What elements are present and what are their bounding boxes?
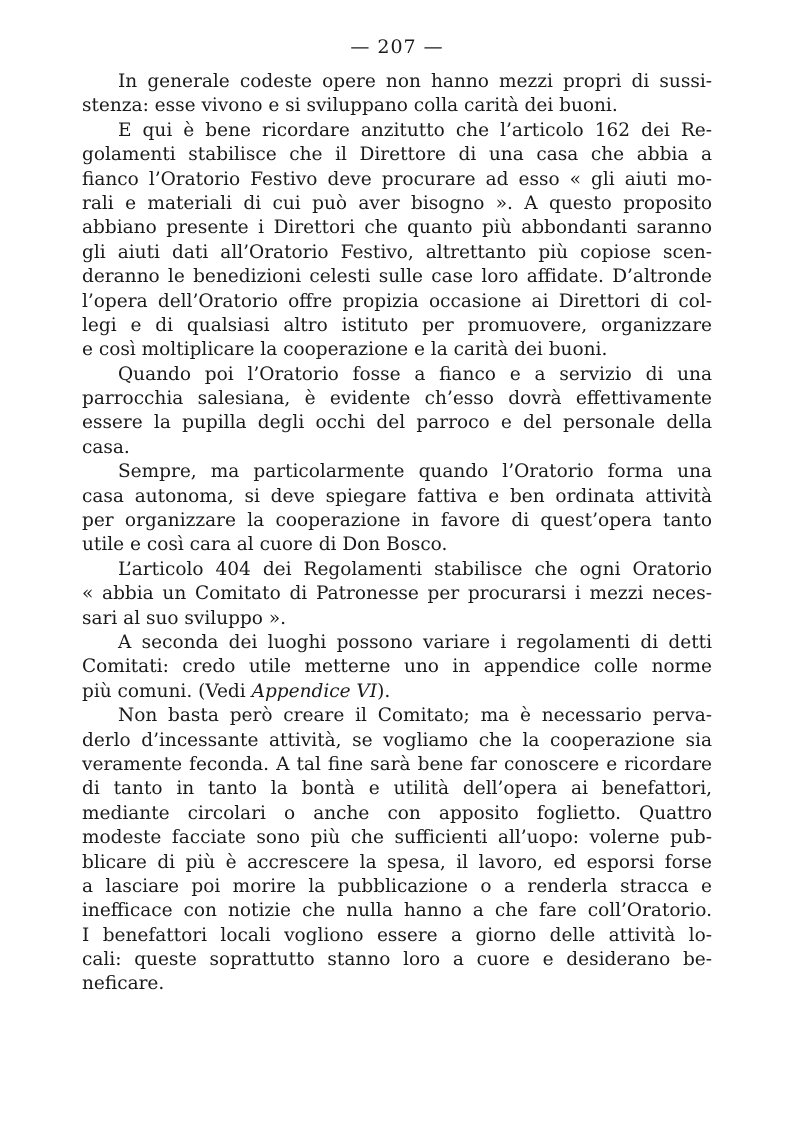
text-line: E qui è bene ricordare anzitutto che l’articolo 162 dei Re- [118, 119, 712, 141]
text-line: L’articolo 404 dei Regolamenti stabilisce che ogni Oratorio [118, 558, 712, 580]
text-line: blicare di più è accrescere la spesa, il lavoro, ed esporsi forse [82, 851, 712, 873]
text-line: di tanto in tanto la bontà e utilità dell’opera ai benefattori, [82, 778, 712, 800]
book-page [82, 34, 712, 997]
text-line: sari al suo sviluppo ». [82, 607, 287, 629]
text-line: Sempre, ma particolarmente quando l’Oratorio forma una [118, 461, 712, 483]
text-line [82, 680, 712, 704]
text-line: e così moltiplicare la cooperazione e la carità dei buoni. [82, 339, 608, 361]
appendix-reference: Appendice VI [251, 680, 378, 702]
text-line: casa. [82, 436, 130, 458]
text-line: stenza: esse vivono e si sviluppano colla carità dei buoni. [82, 95, 618, 117]
paragraph [82, 704, 712, 997]
text-line: per organizzare la cooperazione in favore di quest’opera tanto [82, 510, 712, 532]
text-line: « abbia un Comitato di Patronesse per procurarsi i mezzi neces- [82, 583, 712, 605]
text-line: rali e materiali di cui può aver bisogno ». A questo proposito [82, 192, 712, 214]
text-line: Non basta però creare il Comitato; ma è necessario perva- [118, 705, 712, 727]
text-line: parrocchia salesiana, è evidente ch’esso dovrà effettivamente [82, 388, 712, 410]
text-line: In generale codeste opere non hanno mezzi propri di sussi- [118, 71, 712, 92]
text-line: cali: queste soprattutto stanno loro a cuore e desiderano be- [82, 949, 712, 971]
paragraph [82, 460, 712, 558]
text-line: veramente feconda. A tal fine sarà bene far conoscere e ricordare [82, 753, 712, 775]
text-line: abbiano presente i Direttori che quanto più abbondanti saranno [82, 217, 712, 239]
text-line: l’opera dell’Oratorio offre propizia occasione ai Direttori di col- [82, 290, 712, 312]
paragraph [82, 558, 712, 631]
text-line: I benefattori locali vogliono essere a giorno delle attività lo- [82, 924, 712, 946]
text-line: deranno le benedizioni celesti sulle case loro affidate. D’altronde [82, 266, 712, 288]
text-line: inefficace con notizie che nulla hanno a che fare coll’Oratorio. [82, 900, 712, 922]
text-run: più comuni. (Vedi [82, 680, 252, 702]
text-line: casa autonoma, si deve spiegare fattiva e ben ordinata attività [82, 485, 712, 507]
text-line: Comitati: credo utile metterne uno in appendice colle norme [82, 656, 712, 678]
text-line: gli aiuti dati all’Oratorio Festivo, altrettanto più copiose scen- [82, 241, 712, 263]
paragraph [82, 631, 712, 704]
text-line: fianco l’Oratorio Festivo deve procurare ad esso « gli aiuti mo- [82, 168, 712, 190]
paragraph [82, 119, 712, 363]
text-line: golamenti stabilisce che il Direttore di una casa che abbia a [82, 144, 712, 166]
paragraph [82, 363, 712, 461]
text-line: mediante circolari o anche con apposito foglietto. Quattro [82, 802, 712, 824]
text-line: A seconda dei luoghi possono variare i regolamenti di detti [118, 631, 712, 653]
text-line: neficare. [82, 973, 165, 995]
paragraph [82, 70, 712, 119]
text-line: essere la pupilla degli occhi del parroco e del personale della [82, 412, 712, 434]
text-line: utile e così cara al cuore di Don Bosco. [82, 534, 448, 556]
text-line: a lasciare poi morire la pubblicazione o a renderla stracca e [82, 875, 712, 897]
text-line: derlo d’incessante attività, se vogliamo che la cooperazione sia [82, 729, 712, 751]
text-run: ). [377, 680, 391, 702]
text-line: modeste facciate sono più che sufficienti all’uopo: volerne pub- [82, 827, 712, 849]
page-number: — 207 — [350, 36, 444, 58]
text-line: Quando poi l’Oratorio fosse a fianco e a servizio di una [118, 363, 712, 385]
text-line: legi e di qualsiasi altro istituto per promuovere, organizzare [82, 314, 712, 336]
